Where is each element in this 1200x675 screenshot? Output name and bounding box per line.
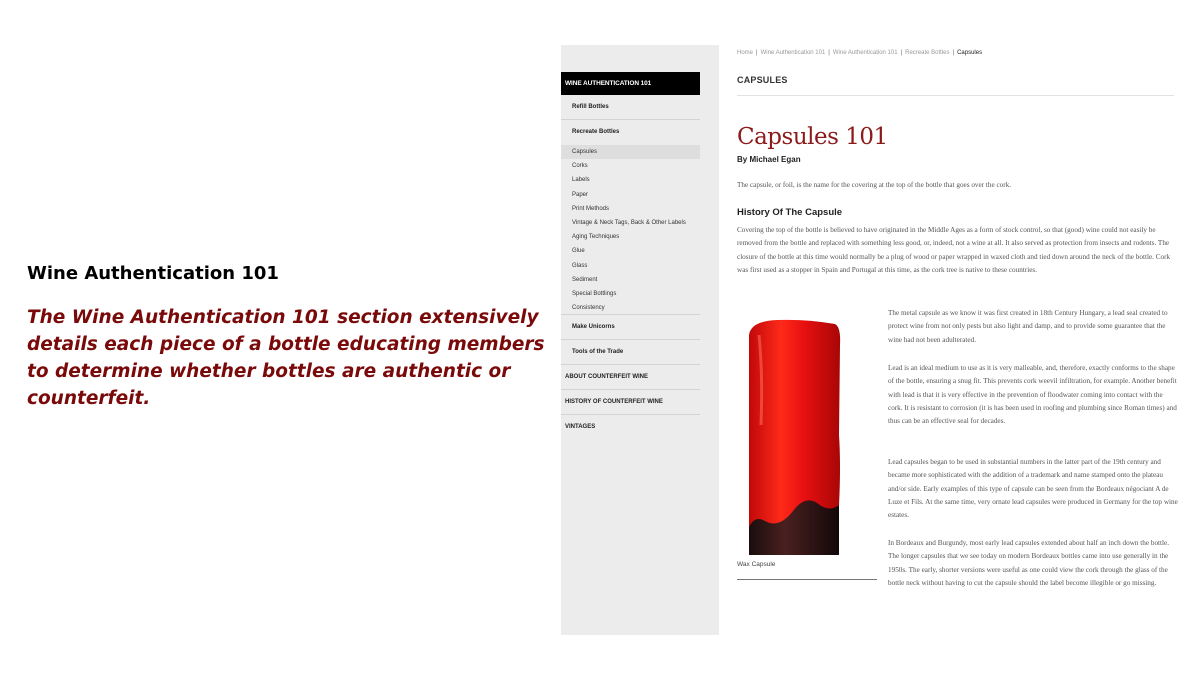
breadcrumb-wine-auth-2[interactable]: Wine Authentication 101 (832, 50, 898, 56)
wax-capsule-image (737, 315, 877, 555)
sidebar-nav (561, 95, 700, 440)
sidebar-item-vintages[interactable]: VINTAGES (565, 424, 596, 431)
sidebar-item-history-counterfeit-wine[interactable]: HISTORY OF COUNTERFEIT WINE (561, 390, 700, 415)
sidebar-item-aging-techniques[interactable]: Aging Techniques (572, 234, 620, 241)
sidebar-item-glass[interactable]: Glass (572, 262, 588, 269)
sidebar-item-make-unicorns[interactable]: Make Unicorns (561, 315, 700, 340)
sidebar-item-refill-bottles[interactable]: Refill Bottles (561, 95, 700, 120)
slide-heading: Wine Authentication 101 (27, 263, 279, 284)
sidebar-item-paper[interactable]: Paper (572, 191, 589, 198)
sidebar-item-corks[interactable]: Corks (572, 163, 588, 170)
sidebar-item-about-counterfeit-wine[interactable]: ABOUT COUNTERFEIT WINE (561, 365, 700, 390)
article-paragraph: The metal capsule as we know it was first created in 18th Century Hungary, a lead seal created to protect wine from not only pests but also light and damp, and to provide some guarantee that the wine had not been adulterated. (888, 309, 1168, 344)
sidebar-item-vintage-neck-tags[interactable]: Vintage & Neck Tags, Back & Other Labels (572, 219, 686, 226)
article-paragraph: Lead capsules began to be used in substantial numbers in the latter part of the 19th century and became more sophisticated with the addition of a trademark and name stamped onto the plateau and/or side. Early examples of this type of capsule can be seen from the Bordeaux négociant A de Luze et Fils. At the same time, very ornate lead capsules were produced in Germany for the top wine estates. (888, 458, 1178, 520)
article-byline: By Michael Egan (737, 155, 801, 164)
sidebar-item-consistency[interactable]: Consistency (561, 301, 700, 315)
page-section-title: CAPSULES (737, 75, 788, 85)
sidebar-item-print-methods[interactable]: Print Methods (572, 205, 610, 212)
breadcrumb-home[interactable]: Home (737, 50, 754, 56)
sidebar-item-tools-of-the-trade[interactable]: Tools of the Trade (561, 340, 700, 365)
sidebar-item-sediment[interactable]: Sediment (572, 276, 598, 283)
sidebar-title[interactable]: WINE AUTHENTICATION 101 (561, 72, 700, 95)
sidebar-item-special-bottlings[interactable]: Special Bottlings (572, 290, 617, 297)
sidebar-item-recreate-bottles[interactable]: Recreate Bottles (572, 129, 620, 135)
website-screenshot (561, 45, 1200, 635)
sidebar (561, 45, 719, 635)
article-subheading: History Of The Capsule (737, 207, 843, 218)
divider (737, 95, 1174, 96)
breadcrumb: Home | Wine Authentication 101 | Wine Authentication 101 | Recreate Bottles | Capsules (737, 50, 983, 56)
sidebar-item-glue[interactable]: Glue (572, 248, 585, 255)
article-paragraph: In Bordeaux and Burgundy, most early lead capsules extended about half an inch down the bottle. The longer capsules that we see today on modern Bordeaux bottles came into use generally in the 1950s. The early, shorter versions were useful as one could view the cork through the glass of the bottle neck without having to cut the capsule should the label become illegible or go missing. (888, 539, 1170, 587)
image-caption: Wax Capsule (737, 561, 776, 568)
caption-divider (737, 579, 877, 580)
article-paragraph: Covering the top of the bottle is believed to have originated in the Middle Ages as a form of stock control, so that (good) wine could not easily be removed from the bottle and replaced with something less good, or, indeed, not a wine at all. It also served as protection from insects and rodents. The closure of the bottle at this time would normally be a plug of wood or paper wrapped in waxed cloth and tied down around the neck of the bottle. Cork was first used as a stopper in Spain and Portugal at this time, as the cork tree is native to these countries. (737, 226, 1171, 274)
sidebar-item-capsules[interactable]: Capsules (561, 145, 700, 159)
breadcrumb-current: Capsules (957, 50, 983, 56)
breadcrumb-wine-auth-1[interactable]: Wine Authentication 101 (760, 50, 826, 56)
article-title: Capsules 101 (737, 124, 888, 150)
article-intro: The capsule, or foil, is the name for the covering at the top of the bottle that goes over the cork. (737, 181, 1012, 189)
slide-description: The Wine Authentication 101 section extensively details each piece of a bottle educating members to determine whether bottles are authentic or counterfeit. (27, 307, 545, 409)
main-content (719, 45, 1200, 635)
sidebar-item-labels[interactable]: Labels (572, 177, 590, 184)
article-paragraph: Lead is an ideal medium to use as it is very malleable, and, therefore, exactly conforms to the shape of the bottle, ensuring a snug fit. This prevents cork weevil infiltration, for example. Another benefit with lead is that it is very effective in the prevention of floodwater coming into contact with the cork. It is resistant to corrosion (it is has been used in roofing and plumbing since Roman times) and thus can be an effective seal for decades. (888, 364, 1177, 426)
breadcrumb-recreate-bottles[interactable]: Recreate Bottles (905, 50, 950, 56)
